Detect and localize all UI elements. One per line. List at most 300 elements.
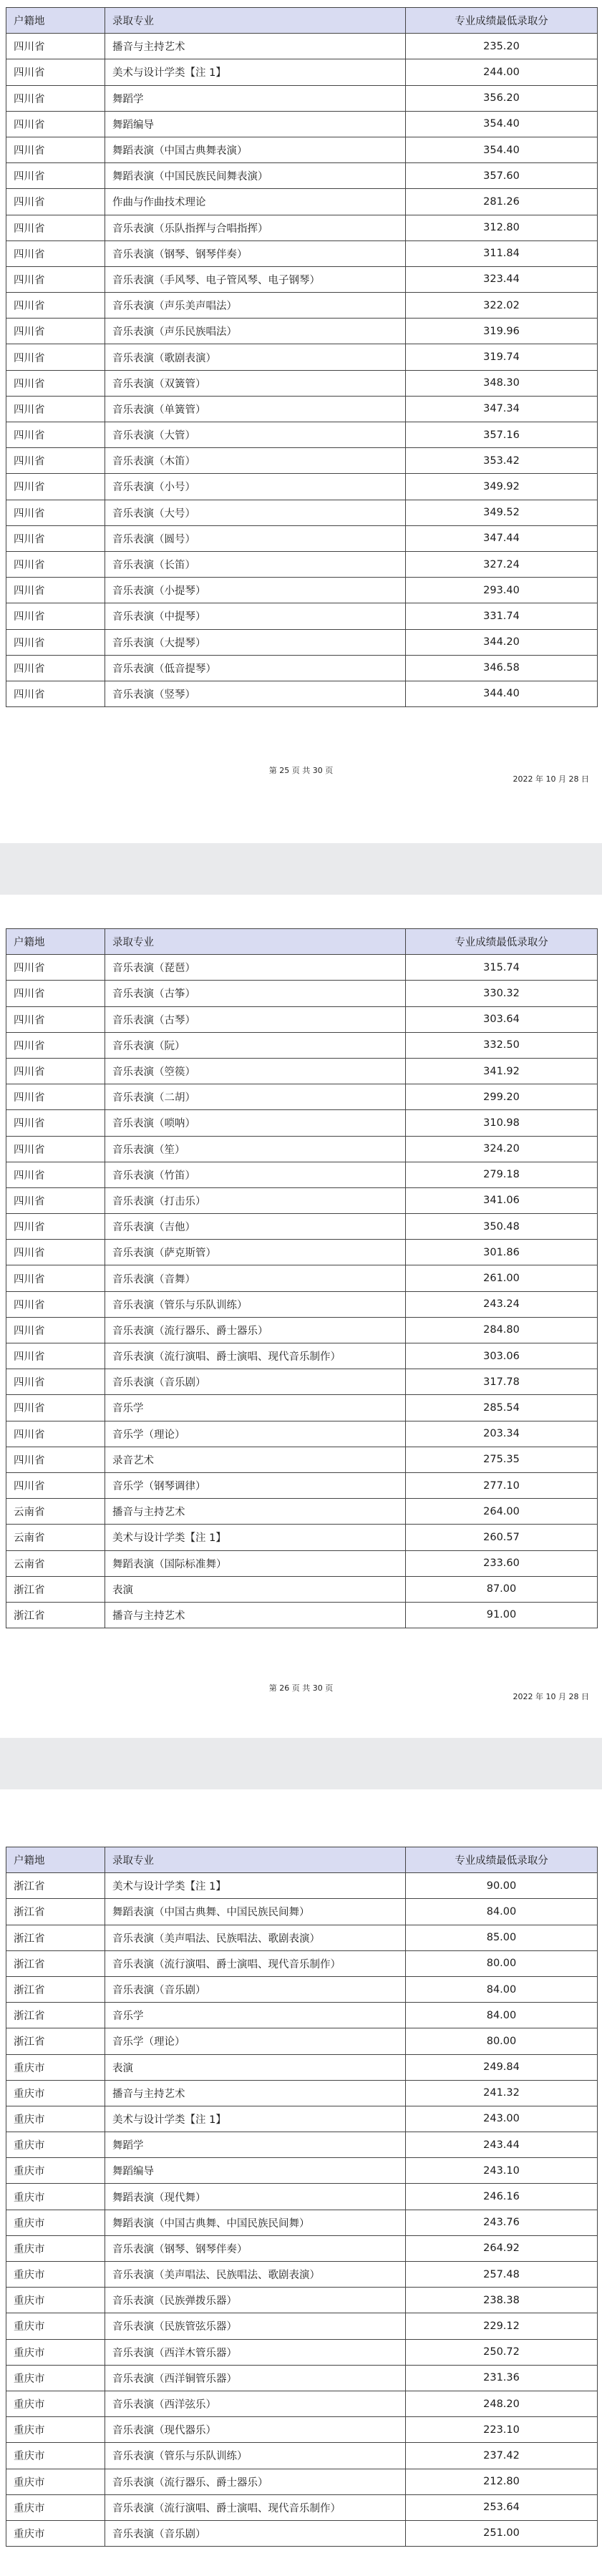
table-row xyxy=(6,2365,598,2391)
cell-min-score: 317.78 xyxy=(406,1369,598,1395)
cell-major: 音乐表演（钢琴、钢琴伴奏） xyxy=(105,240,406,266)
cell-residence: 四川省 xyxy=(6,1214,105,1240)
cell-major: 音乐表演（笙） xyxy=(105,1136,406,1162)
table-row xyxy=(6,1084,598,1110)
table-row xyxy=(6,1576,598,1602)
cell-major: 音乐表演（民族管弦乐器） xyxy=(105,2313,406,2339)
cell-residence: 四川省 xyxy=(6,1162,105,1187)
cell-min-score: 299.20 xyxy=(406,1084,598,1110)
cell-major: 音乐表演（流行演唱、爵士演唱、现代音乐制作） xyxy=(105,1950,406,1976)
cell-residence: 四川省 xyxy=(6,1084,105,1110)
table-row xyxy=(6,1395,598,1421)
table-row xyxy=(6,525,598,551)
table-row xyxy=(6,1950,598,1976)
cell-major: 音乐表演（管乐与乐队训练） xyxy=(105,2443,406,2469)
table-row xyxy=(6,215,598,240)
table-row xyxy=(6,1873,598,1899)
cell-major: 舞蹈编导 xyxy=(105,2158,406,2184)
cell-min-score: 311.84 xyxy=(406,240,598,266)
cell-major: 音乐表演（长笛） xyxy=(105,551,406,577)
cell-major: 音乐表演（声乐美声唱法） xyxy=(105,293,406,319)
table-row xyxy=(6,240,598,266)
header-residence: 户籍地 xyxy=(6,8,105,34)
cell-residence: 四川省 xyxy=(6,655,105,681)
cell-residence: 重庆市 xyxy=(6,2288,105,2313)
table-row xyxy=(6,2028,598,2054)
cell-min-score: 80.00 xyxy=(406,1950,598,1976)
cell-residence: 重庆市 xyxy=(6,2080,105,2106)
table-row xyxy=(6,163,598,189)
cell-residence: 四川省 xyxy=(6,422,105,448)
cell-major: 音乐表演（歌剧表演） xyxy=(105,344,406,370)
table-row xyxy=(6,2054,598,2080)
page-separator xyxy=(0,1738,602,1789)
cell-major: 音乐表演（中提琴） xyxy=(105,603,406,629)
document-date: 2022 年 10 月 28 日 xyxy=(513,1692,589,1701)
cell-min-score: 260.57 xyxy=(406,1525,598,1550)
cell-residence: 云南省 xyxy=(6,1550,105,1576)
cell-min-score: 312.80 xyxy=(406,215,598,240)
table-row xyxy=(6,2339,598,2365)
cell-residence: 浙江省 xyxy=(6,1873,105,1899)
cell-min-score: 310.98 xyxy=(406,1110,598,1136)
header-min-score: 专业成绩最低录取分 xyxy=(406,8,598,34)
cell-residence: 浙江省 xyxy=(6,1950,105,1976)
cell-min-score: 244.00 xyxy=(406,59,598,85)
cell-residence: 重庆市 xyxy=(6,2391,105,2416)
cell-residence: 四川省 xyxy=(6,1369,105,1395)
cell-residence: 四川省 xyxy=(6,85,105,111)
cell-major: 音乐表演（单簧管） xyxy=(105,396,406,422)
table-row xyxy=(6,2235,598,2261)
table-row xyxy=(6,1265,598,1291)
cell-min-score: 233.60 xyxy=(406,1550,598,1576)
cell-major: 舞蹈表演（国际标准舞） xyxy=(105,1550,406,1576)
cell-major: 美术与设计学类【注 1】 xyxy=(105,1525,406,1550)
cell-min-score: 341.92 xyxy=(406,1058,598,1084)
header-residence: 户籍地 xyxy=(6,929,105,955)
cell-residence: 重庆市 xyxy=(6,2158,105,2184)
cell-major: 音乐表演（音乐剧） xyxy=(105,1976,406,2002)
cell-residence: 四川省 xyxy=(6,1472,105,1498)
cell-residence: 四川省 xyxy=(6,681,105,706)
table-row xyxy=(6,474,598,500)
cell-min-score: 354.40 xyxy=(406,111,598,137)
table-row xyxy=(6,500,598,525)
cell-major: 音乐表演（美声唱法、民族唱法、歌剧表演） xyxy=(105,2262,406,2288)
cell-residence: 云南省 xyxy=(6,1499,105,1525)
cell-residence: 四川省 xyxy=(6,266,105,292)
cell-residence: 四川省 xyxy=(6,1006,105,1032)
table-row xyxy=(6,34,598,59)
cell-residence: 四川省 xyxy=(6,293,105,319)
table-row xyxy=(6,1343,598,1369)
cell-residence: 四川省 xyxy=(6,59,105,85)
table-row xyxy=(6,1925,598,1950)
cell-residence: 重庆市 xyxy=(6,2417,105,2443)
cell-min-score: 237.42 xyxy=(406,2443,598,2469)
cell-min-score: 348.30 xyxy=(406,370,598,396)
cell-major: 音乐学（理论） xyxy=(105,2028,406,2054)
table-row xyxy=(6,293,598,319)
cell-residence: 重庆市 xyxy=(6,2262,105,2288)
cell-major: 音乐表演（萨克斯管） xyxy=(105,1240,406,1265)
cell-min-score: 279.18 xyxy=(406,1162,598,1187)
cell-residence: 四川省 xyxy=(6,1291,105,1317)
table-row xyxy=(6,1291,598,1317)
table-row xyxy=(6,137,598,162)
cell-residence: 四川省 xyxy=(6,448,105,474)
cell-residence: 四川省 xyxy=(6,370,105,396)
cell-major: 音乐表演（吉他） xyxy=(105,1214,406,1240)
cell-residence: 四川省 xyxy=(6,344,105,370)
table-row xyxy=(6,2210,598,2235)
cell-major: 音乐表演（音乐剧） xyxy=(105,2520,406,2546)
cell-residence: 云南省 xyxy=(6,1525,105,1550)
cell-major: 音乐表演（音乐剧） xyxy=(105,1369,406,1395)
cell-major: 美术与设计学类【注 1】 xyxy=(105,2106,406,2132)
table-row xyxy=(6,1472,598,1498)
cell-major: 音乐表演（小号） xyxy=(105,474,406,500)
cell-min-score: 275.35 xyxy=(406,1447,598,1472)
cell-major: 音乐表演（大提琴） xyxy=(105,629,406,655)
cell-major: 音乐表演（箜篌） xyxy=(105,1058,406,1084)
table-row xyxy=(6,1899,598,1925)
page-number: 第 25 页 共 30 页 xyxy=(268,766,334,775)
table-row xyxy=(6,2158,598,2184)
table-row xyxy=(6,266,598,292)
table-row xyxy=(6,681,598,706)
cell-residence: 重庆市 xyxy=(6,2184,105,2210)
cell-min-score: 322.02 xyxy=(406,293,598,319)
table-row xyxy=(6,370,598,396)
cell-min-score: 357.60 xyxy=(406,163,598,189)
cell-major: 音乐表演（竹笛） xyxy=(105,1162,406,1187)
cell-min-score: 354.40 xyxy=(406,137,598,162)
cell-major: 音乐表演（大号） xyxy=(105,500,406,525)
cell-major: 音乐表演（管乐与乐队训练） xyxy=(105,1291,406,1317)
cell-major: 美术与设计学类【注 1】 xyxy=(105,59,406,85)
table-row xyxy=(6,344,598,370)
cell-residence: 重庆市 xyxy=(6,2520,105,2546)
table-row xyxy=(6,111,598,137)
cell-residence: 四川省 xyxy=(6,1343,105,1369)
cell-min-score: 251.00 xyxy=(406,2520,598,2546)
cell-major: 音乐表演（民族弹拨乐器） xyxy=(105,2288,406,2313)
cell-min-score: 277.10 xyxy=(406,1472,598,1498)
cell-min-score: 84.00 xyxy=(406,2003,598,2028)
table-row xyxy=(6,1602,598,1628)
cell-min-score: 85.00 xyxy=(406,1925,598,1950)
cell-min-score: 357.16 xyxy=(406,422,598,448)
cell-min-score: 243.00 xyxy=(406,2106,598,2132)
page-separator xyxy=(0,843,602,895)
cell-min-score: 346.58 xyxy=(406,655,598,681)
cell-residence: 四川省 xyxy=(6,1110,105,1136)
cell-residence: 四川省 xyxy=(6,551,105,577)
cell-major: 音乐表演（流行演唱、爵士演唱、现代音乐制作） xyxy=(105,1343,406,1369)
cell-min-score: 264.00 xyxy=(406,1499,598,1525)
table-row xyxy=(6,2106,598,2132)
cell-min-score: 84.00 xyxy=(406,1976,598,2002)
table-row xyxy=(6,2443,598,2469)
table-row xyxy=(6,1525,598,1550)
cell-min-score: 90.00 xyxy=(406,1873,598,1899)
cell-major: 音乐学 xyxy=(105,1395,406,1421)
table-row xyxy=(6,2132,598,2158)
cell-residence: 四川省 xyxy=(6,34,105,59)
table-row xyxy=(6,448,598,474)
cell-min-score: 253.64 xyxy=(406,2494,598,2520)
cell-min-score: 349.92 xyxy=(406,474,598,500)
cell-residence: 重庆市 xyxy=(6,2132,105,2158)
cell-major: 舞蹈编导 xyxy=(105,111,406,137)
table-row xyxy=(6,2184,598,2210)
cell-residence: 四川省 xyxy=(6,240,105,266)
cell-major: 播音与主持艺术 xyxy=(105,34,406,59)
table-row xyxy=(6,1214,598,1240)
cell-major: 音乐表演（西洋木管乐器） xyxy=(105,2339,406,2365)
cell-residence: 四川省 xyxy=(6,1265,105,1291)
cell-min-score: 303.64 xyxy=(406,1006,598,1032)
table-row xyxy=(6,1032,598,1058)
cell-residence: 浙江省 xyxy=(6,2003,105,2028)
cell-residence: 四川省 xyxy=(6,500,105,525)
cell-residence: 重庆市 xyxy=(6,2054,105,2080)
cell-min-score: 264.92 xyxy=(406,2235,598,2261)
cell-min-score: 323.44 xyxy=(406,266,598,292)
cell-residence: 四川省 xyxy=(6,1395,105,1421)
cell-residence: 四川省 xyxy=(6,396,105,422)
cell-residence: 四川省 xyxy=(6,578,105,603)
cell-major: 音乐学（理论） xyxy=(105,1421,406,1447)
cell-major: 音乐表演（二胡） xyxy=(105,1084,406,1110)
cell-residence: 四川省 xyxy=(6,163,105,189)
admission-score-table xyxy=(6,928,598,1628)
cell-major: 音乐表演（乐队指挥与合唱指挥） xyxy=(105,215,406,240)
table-row xyxy=(6,2003,598,2028)
header-major: 录取专业 xyxy=(105,8,406,34)
table-row xyxy=(6,578,598,603)
cell-major: 舞蹈表演（中国古典舞表演） xyxy=(105,137,406,162)
table-row xyxy=(6,2417,598,2443)
table-row xyxy=(6,1447,598,1472)
table-header-row xyxy=(6,8,598,34)
header-major: 录取专业 xyxy=(105,929,406,955)
cell-min-score: 257.48 xyxy=(406,2262,598,2288)
cell-min-score: 281.26 xyxy=(406,189,598,215)
admission-score-table xyxy=(6,1847,598,2547)
cell-min-score: 324.20 xyxy=(406,1136,598,1162)
cell-residence: 四川省 xyxy=(6,137,105,162)
cell-major: 音乐表演（西洋铜管乐器） xyxy=(105,2365,406,2391)
cell-major: 作曲与作曲技术理论 xyxy=(105,189,406,215)
header-min-score: 专业成绩最低录取分 xyxy=(406,929,598,955)
cell-major: 音乐表演（打击乐） xyxy=(105,1187,406,1213)
table-row xyxy=(6,551,598,577)
cell-min-score: 84.00 xyxy=(406,1899,598,1925)
table-row xyxy=(6,2080,598,2106)
table-row xyxy=(6,85,598,111)
cell-min-score: 223.10 xyxy=(406,2417,598,2443)
table-row xyxy=(6,1136,598,1162)
cell-min-score: 249.84 xyxy=(406,2054,598,2080)
cell-min-score: 243.24 xyxy=(406,1291,598,1317)
cell-residence: 四川省 xyxy=(6,981,105,1006)
table-row xyxy=(6,2288,598,2313)
cell-residence: 四川省 xyxy=(6,1032,105,1058)
cell-residence: 浙江省 xyxy=(6,2028,105,2054)
cell-min-score: 243.44 xyxy=(406,2132,598,2158)
table-row xyxy=(6,603,598,629)
cell-major: 表演 xyxy=(105,2054,406,2080)
cell-major: 音乐表演（美声唱法、民族唱法、歌剧表演） xyxy=(105,1925,406,1950)
cell-major: 录音艺术 xyxy=(105,1447,406,1472)
cell-major: 音乐表演（低音提琴） xyxy=(105,655,406,681)
header-residence: 户籍地 xyxy=(6,1847,105,1873)
cell-residence: 四川省 xyxy=(6,319,105,344)
cell-min-score: 315.74 xyxy=(406,955,598,981)
table-row xyxy=(6,2494,598,2520)
table-row xyxy=(6,655,598,681)
table-row xyxy=(6,2262,598,2288)
table-row xyxy=(6,1976,598,2002)
table-row xyxy=(6,2469,598,2494)
cell-min-score: 229.12 xyxy=(406,2313,598,2339)
cell-residence: 浙江省 xyxy=(6,1602,105,1628)
table-row xyxy=(6,1240,598,1265)
cell-major: 音乐表演（双簧管） xyxy=(105,370,406,396)
cell-major: 美术与设计学类【注 1】 xyxy=(105,1873,406,1899)
cell-min-score: 341.06 xyxy=(406,1187,598,1213)
cell-min-score: 238.38 xyxy=(406,2288,598,2313)
cell-min-score: 347.34 xyxy=(406,396,598,422)
cell-residence: 四川省 xyxy=(6,215,105,240)
cell-major: 音乐表演（大管） xyxy=(105,422,406,448)
cell-residence: 重庆市 xyxy=(6,2313,105,2339)
cell-residence: 四川省 xyxy=(6,955,105,981)
cell-min-score: 330.32 xyxy=(406,981,598,1006)
cell-residence: 四川省 xyxy=(6,1058,105,1084)
header-major: 录取专业 xyxy=(105,1847,406,1873)
cell-major: 音乐表演（琵琶） xyxy=(105,955,406,981)
table-row xyxy=(6,1369,598,1395)
cell-residence: 重庆市 xyxy=(6,2106,105,2132)
cell-major: 舞蹈表演（中国古典舞、中国民族民间舞） xyxy=(105,2210,406,2235)
cell-residence: 四川省 xyxy=(6,629,105,655)
cell-min-score: 293.40 xyxy=(406,578,598,603)
table-header-row xyxy=(6,929,598,955)
cell-min-score: 241.32 xyxy=(406,2080,598,2106)
cell-min-score: 285.54 xyxy=(406,1395,598,1421)
cell-min-score: 87.00 xyxy=(406,1576,598,1602)
cell-major: 舞蹈学 xyxy=(105,85,406,111)
admission-score-table xyxy=(6,7,598,707)
table-row xyxy=(6,2391,598,2416)
cell-major: 音乐表演（钢琴、钢琴伴奏） xyxy=(105,2235,406,2261)
table-row xyxy=(6,1110,598,1136)
cell-major: 舞蹈表演（现代舞） xyxy=(105,2184,406,2210)
cell-major: 音乐表演（声乐民族唱法） xyxy=(105,319,406,344)
cell-major: 音乐学 xyxy=(105,2003,406,2028)
table-row xyxy=(6,1006,598,1032)
cell-major: 音乐表演（手风琴、电子管风琴、电子钢琴） xyxy=(105,266,406,292)
table-row xyxy=(6,981,598,1006)
table-row xyxy=(6,1162,598,1187)
cell-min-score: 349.52 xyxy=(406,500,598,525)
cell-residence: 重庆市 xyxy=(6,2339,105,2365)
cell-major: 音乐表演（木笛） xyxy=(105,448,406,474)
cell-major: 舞蹈学 xyxy=(105,2132,406,2158)
cell-min-score: 350.48 xyxy=(406,1214,598,1240)
cell-min-score: 332.50 xyxy=(406,1032,598,1058)
cell-major: 音乐表演（竖琴） xyxy=(105,681,406,706)
table-row xyxy=(6,1187,598,1213)
cell-major: 音乐表演（流行演唱、爵士演唱、现代音乐制作） xyxy=(105,2494,406,2520)
cell-min-score: 261.00 xyxy=(406,1265,598,1291)
table-row xyxy=(6,1317,598,1343)
cell-min-score: 327.24 xyxy=(406,551,598,577)
document-date: 2022 年 10 月 28 日 xyxy=(513,774,589,784)
cell-min-score: 301.86 xyxy=(406,1240,598,1265)
cell-major: 音乐表演（古琴） xyxy=(105,1006,406,1032)
cell-residence: 重庆市 xyxy=(6,2210,105,2235)
cell-min-score: 319.96 xyxy=(406,319,598,344)
table-header-row xyxy=(6,1847,598,1873)
cell-residence: 四川省 xyxy=(6,474,105,500)
table-row xyxy=(6,1421,598,1447)
cell-residence: 重庆市 xyxy=(6,2494,105,2520)
cell-residence: 四川省 xyxy=(6,111,105,137)
page-number: 第 26 页 共 30 页 xyxy=(268,1683,334,1693)
cell-major: 播音与主持艺术 xyxy=(105,1602,406,1628)
cell-residence: 重庆市 xyxy=(6,2443,105,2469)
cell-major: 音乐表演（音舞） xyxy=(105,1265,406,1291)
cell-major: 音乐表演（唢呐） xyxy=(105,1110,406,1136)
cell-residence: 四川省 xyxy=(6,1317,105,1343)
table-row xyxy=(6,2520,598,2546)
cell-min-score: 319.74 xyxy=(406,344,598,370)
cell-min-score: 353.42 xyxy=(406,448,598,474)
cell-min-score: 91.00 xyxy=(406,1602,598,1628)
cell-major: 音乐表演（小提琴） xyxy=(105,578,406,603)
cell-min-score: 284.80 xyxy=(406,1317,598,1343)
table-row xyxy=(6,396,598,422)
cell-min-score: 344.20 xyxy=(406,629,598,655)
cell-major: 音乐表演（现代器乐） xyxy=(105,2417,406,2443)
cell-min-score: 303.06 xyxy=(406,1343,598,1369)
cell-min-score: 212.80 xyxy=(406,2469,598,2494)
cell-major: 舞蹈表演（中国民族民间舞表演） xyxy=(105,163,406,189)
cell-residence: 四川省 xyxy=(6,1421,105,1447)
table-row xyxy=(6,629,598,655)
cell-major: 音乐表演（西洋弦乐） xyxy=(105,2391,406,2416)
cell-residence: 四川省 xyxy=(6,189,105,215)
cell-min-score: 331.74 xyxy=(406,603,598,629)
cell-residence: 四川省 xyxy=(6,1187,105,1213)
cell-residence: 四川省 xyxy=(6,1136,105,1162)
cell-major: 表演 xyxy=(105,1576,406,1602)
cell-min-score: 246.16 xyxy=(406,2184,598,2210)
cell-min-score: 344.40 xyxy=(406,681,598,706)
cell-residence: 重庆市 xyxy=(6,2235,105,2261)
cell-min-score: 203.34 xyxy=(406,1421,598,1447)
header-min-score: 专业成绩最低录取分 xyxy=(406,1847,598,1873)
cell-min-score: 248.20 xyxy=(406,2391,598,2416)
cell-major: 音乐学（钢琴调律） xyxy=(105,1472,406,1498)
cell-residence: 重庆市 xyxy=(6,2365,105,2391)
cell-min-score: 235.20 xyxy=(406,34,598,59)
